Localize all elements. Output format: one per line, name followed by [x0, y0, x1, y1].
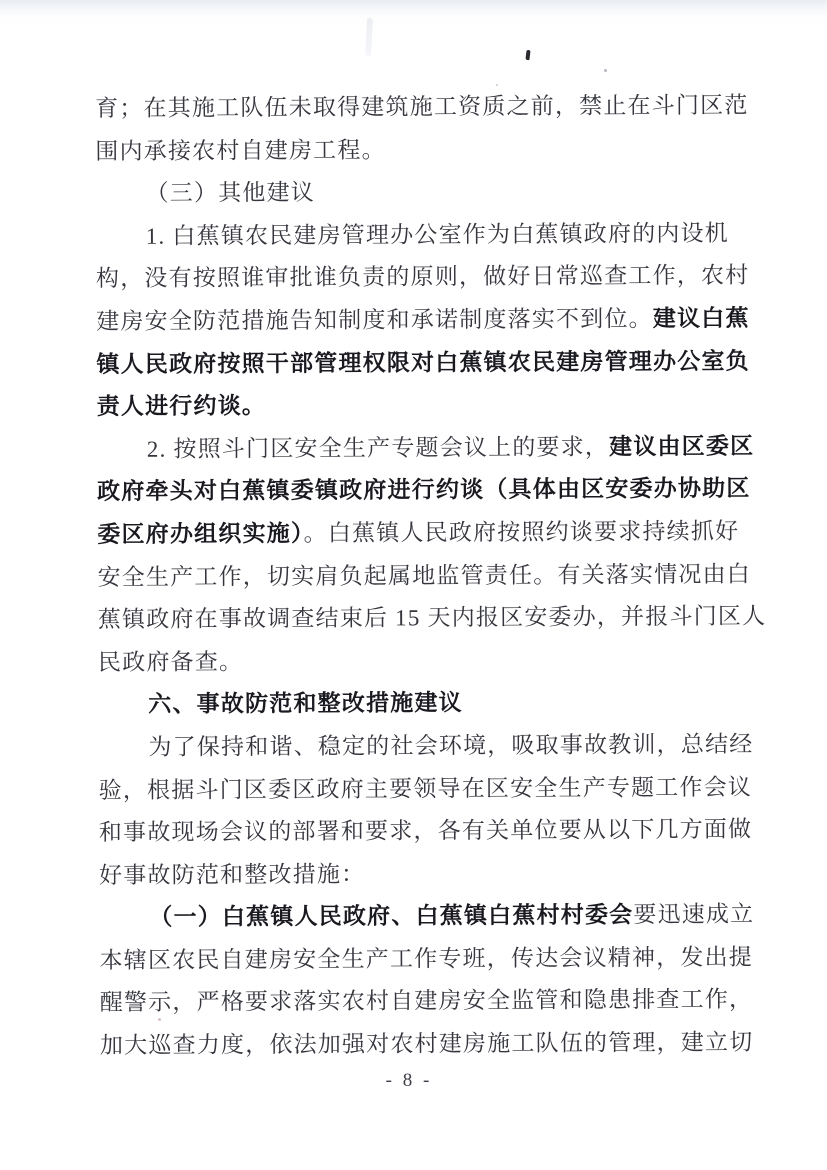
text-line — [100, 1022, 752, 1068]
text-line — [97, 511, 749, 557]
text-segment: 安全生产工作，切实肩负起属地监管责任。有关落实情况由白 — [97, 561, 752, 590]
bold-text-segment: 委区府办组织实施） — [97, 520, 304, 547]
text-line — [97, 425, 755, 471]
text-line — [99, 936, 754, 982]
text-segment: 构，没有按照谁审批谁负责的原则，做好日常巡查工作，农村 — [95, 262, 750, 292]
page-number: - 8 - — [385, 1070, 433, 1091]
text-line — [95, 85, 747, 131]
text-line — [96, 212, 748, 258]
text-segment: 本辖区农民自建房安全生产工作专班，传达会议精神，发出提 — [99, 944, 754, 973]
text-segment: 建房安全防范措施告知制度和承诺制度落实不到位。 — [96, 306, 653, 334]
text-segment: （三）其他建议 — [145, 180, 316, 206]
text-line — [95, 127, 747, 173]
document-body — [95, 85, 767, 1068]
text-segment: 蕉镇政府在事故调查结束后 15 天内报区安委办，并报斗门区人 — [97, 603, 767, 633]
text-segment: 民政府备查。 — [97, 648, 244, 675]
text-segment: 围内承接农村自建房工程。 — [95, 137, 386, 164]
text-line — [97, 553, 752, 599]
text-segment: 。白蕉镇人民政府按照约谈要求持续抓好 — [303, 518, 740, 546]
text-line — [96, 340, 748, 386]
bold-text-segment: 政府牵头对白蕉镇委镇政府进行约谈（具体由区安委办协助区 — [97, 475, 751, 505]
text-line — [97, 596, 767, 642]
text-line — [96, 255, 748, 301]
bold-text-segment: 六、事故防范和整改措施建议 — [148, 690, 463, 718]
text-line — [97, 383, 749, 429]
bold-text-segment: 责人进行约谈。 — [96, 393, 267, 420]
text-line — [98, 638, 750, 684]
text-line — [98, 723, 754, 769]
text-segment: 加大巡查力度，依法加强对农村建房施工队伍的管理，建立切 — [99, 1029, 754, 1059]
bold-text-segment: 建议由区委区 — [609, 433, 755, 460]
bold-text-segment: 建议白蕉 — [652, 305, 750, 332]
text-segment: 好事故防范和整改措施： — [99, 861, 366, 888]
text-line — [100, 979, 752, 1025]
text-segment: 为了保持和谐、稳定的社会环境，吸取事故教训，总结经 — [148, 731, 754, 760]
scan-smudge — [365, 18, 373, 56]
text-line — [99, 894, 755, 940]
section-heading — [98, 681, 750, 727]
ink-speck-comma — [525, 50, 530, 60]
text-line — [97, 468, 749, 514]
text-line — [96, 298, 748, 344]
scan-dot — [604, 69, 607, 72]
subsection-heading — [95, 170, 747, 216]
bold-text-segment: 镇人民政府按照干部管理权限对白蕉镇农民建房管理办公室负 — [96, 348, 750, 377]
text-line — [99, 851, 751, 897]
text-segment: 2. 按照斗门区安全生产专题会议上的要求， — [146, 434, 610, 462]
text-segment: 验，根据斗门区委区政府主要领导在区安全生产专题工作会议 — [98, 774, 753, 803]
text-segment: 醒警示，严格要求落实农村自建房安全监管和隐患排查工作， — [99, 987, 754, 1016]
text-segment: 要迅速成立 — [633, 901, 755, 928]
text-segment: 1. 白蕉镇农民建房管理办公室作为白蕉镇政府的内设机 — [145, 220, 730, 249]
text-segment: 和事故现场会议的部署和要求，各有关单位要从以下几方面做 — [98, 816, 753, 846]
text-line — [99, 809, 751, 855]
text-line — [99, 766, 751, 812]
text-segment: 育；在其施工队伍未取得建筑施工资质之前，禁止在斗门区范 — [95, 92, 749, 121]
bold-text-segment: （一）白蕉镇人民政府、白蕉镇白蕉村村委会 — [149, 902, 634, 931]
